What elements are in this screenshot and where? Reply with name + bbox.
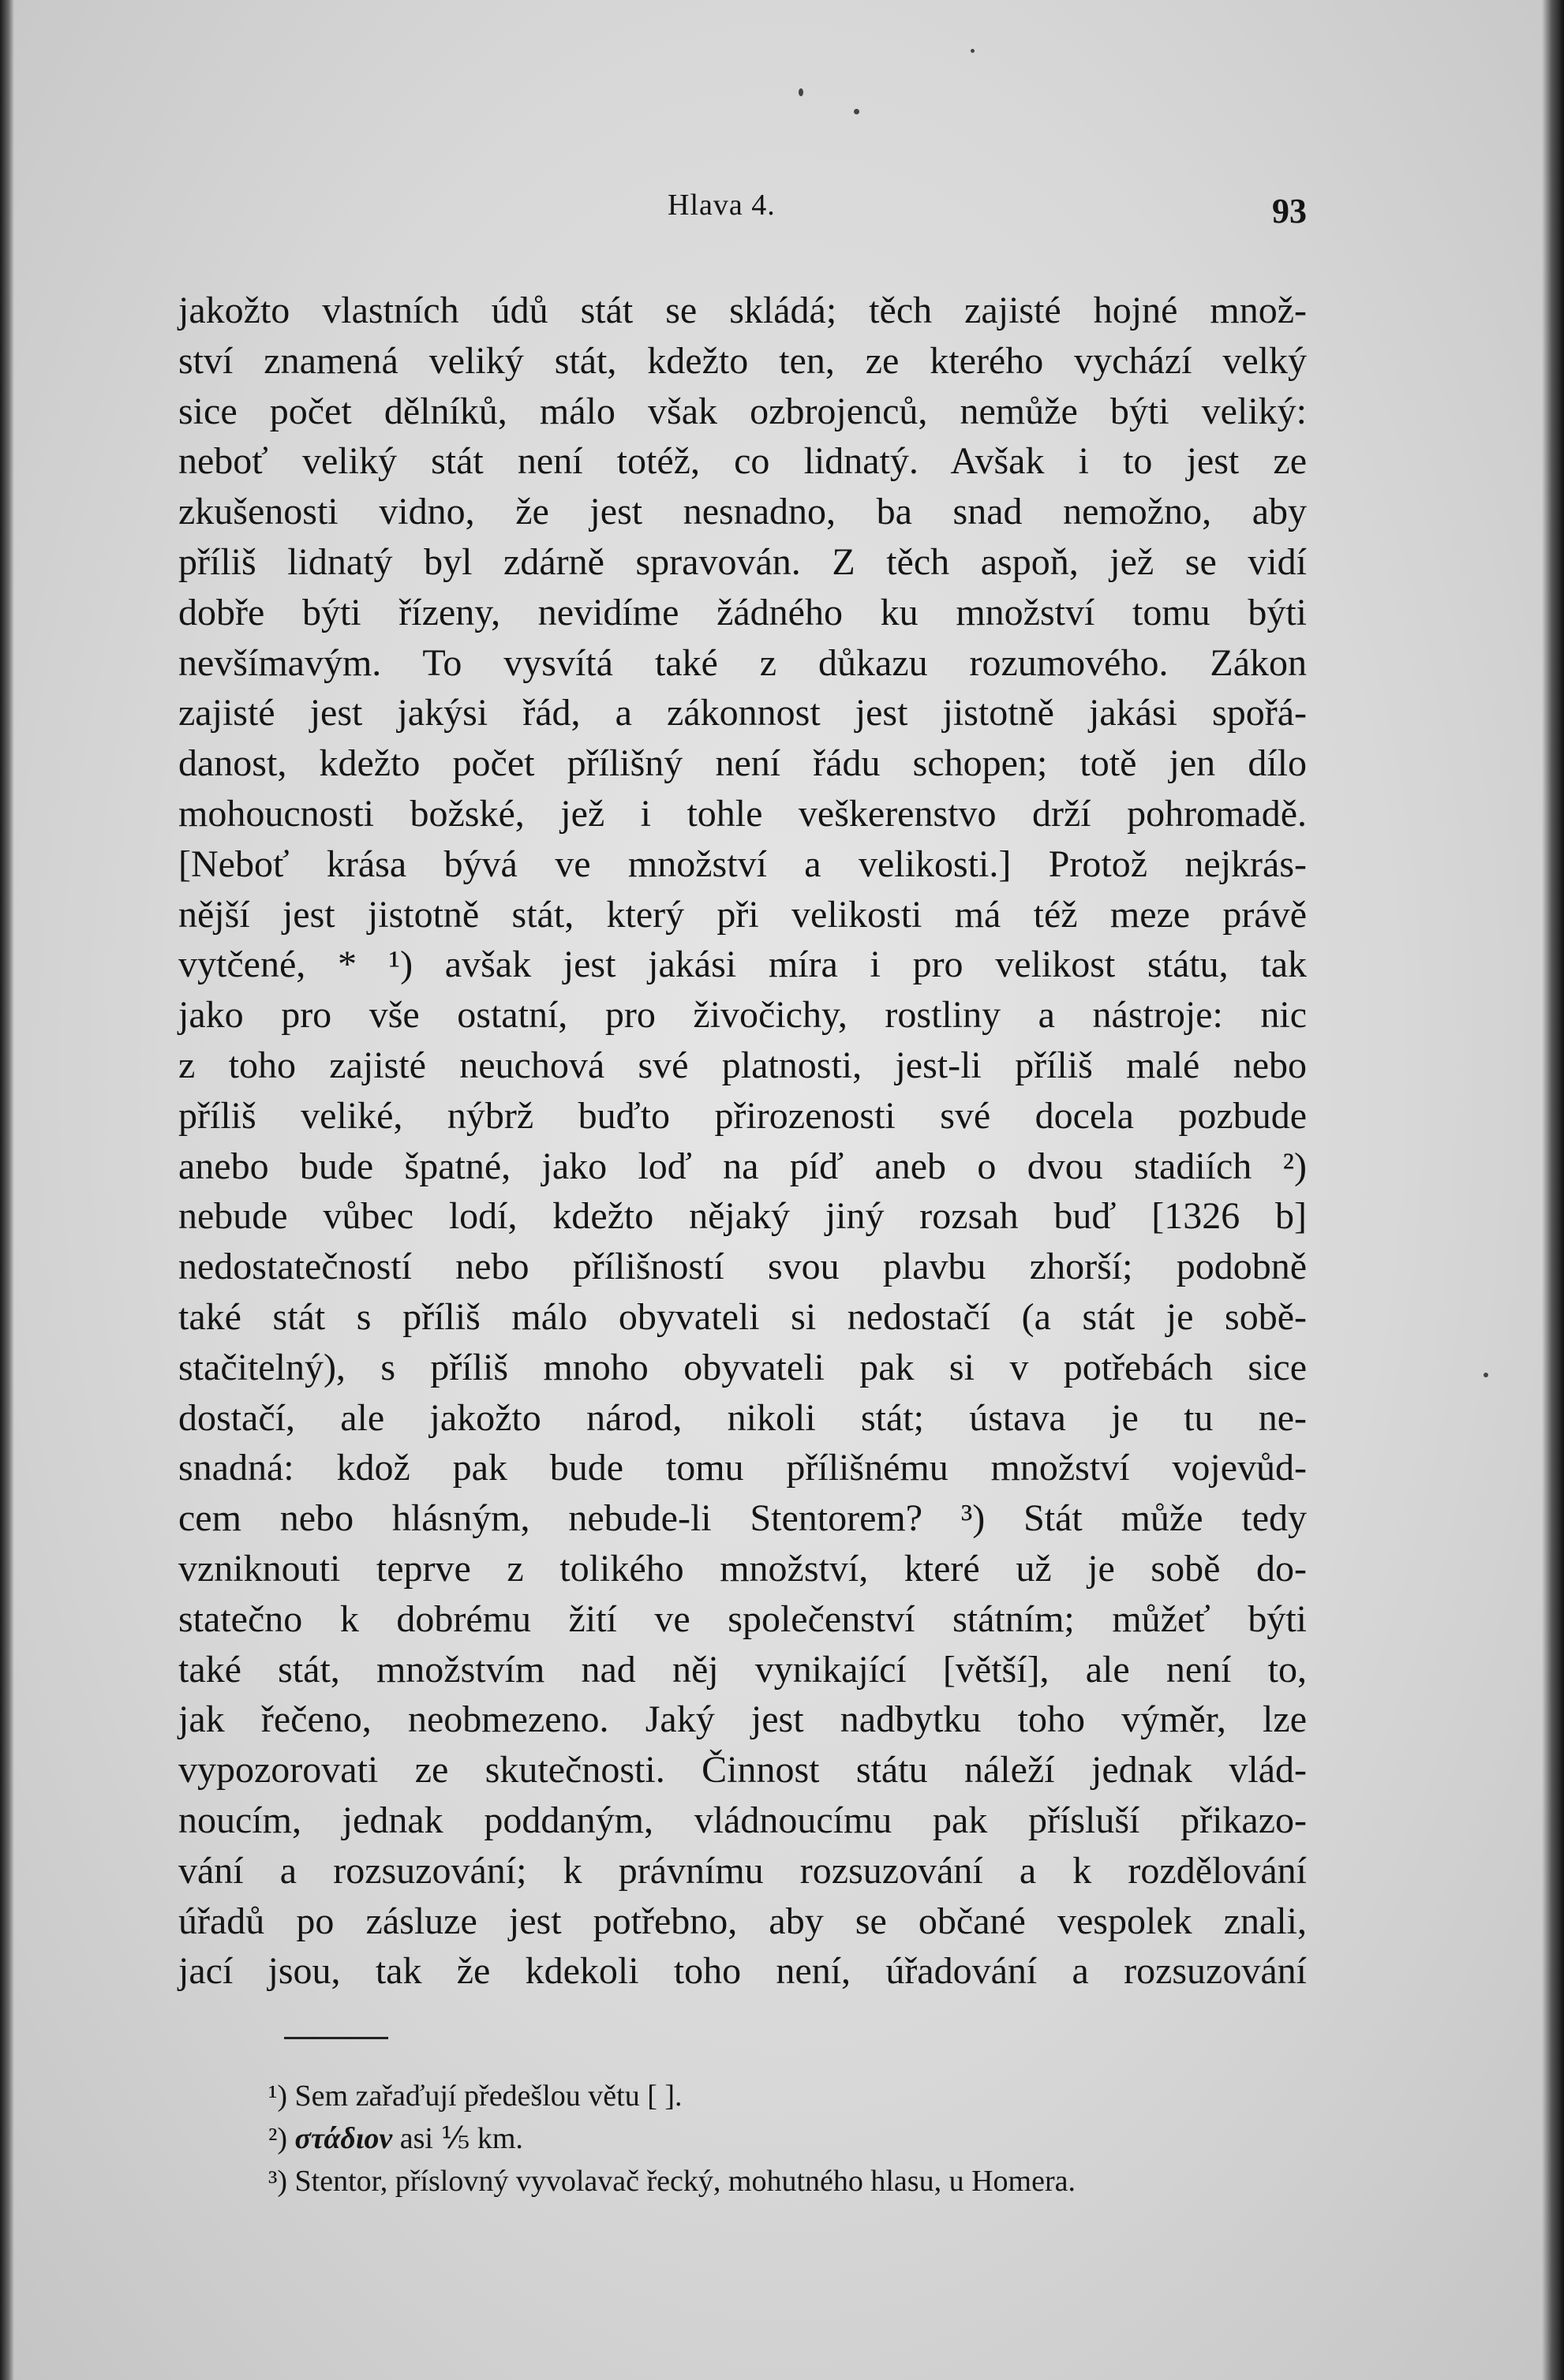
page-edge-left	[0, 0, 14, 2380]
speck	[1484, 1373, 1488, 1377]
running-header	[178, 188, 1307, 243]
text-line: úřadů po zásluze jest potřebno, aby se občané vespolek znali,	[178, 1900, 1307, 1942]
text-line: statečno k dobrému žití ve společenství státním; můžeť býti	[178, 1597, 1307, 1640]
page-number: 93	[1272, 192, 1307, 230]
text-line: vypozorovati ze skutečnosti. Činnost státu náleží jednak vlád-	[178, 1749, 1307, 1792]
text-line: nebude vůbec lodí, kdežto nějaký jiný rozsah buď [1326 b]	[178, 1195, 1307, 1238]
footnote-text: Stentor, příslovný vyvolavač řecký, mohutného hlasu, u Homera.	[294, 2165, 1076, 2198]
body-text	[178, 286, 1307, 1997]
text-line: noucím, jednak poddaným, vládnoucímu pak přísluší přikazo-	[178, 1799, 1307, 1841]
text-line: nevšímavým. To vysvítá také z důkazu rozumového. Zákon	[178, 641, 1307, 684]
footnote-mark: ³)	[268, 2165, 288, 2198]
footnote-3	[268, 2160, 1310, 2203]
text-line: z toho zajisté neuchová své platnosti, jest-li příliš malé nebo	[178, 1044, 1307, 1086]
text-line: neboť veliký stát není totéž, co lidnatý. Avšak i to jest ze	[178, 440, 1307, 483]
chapter-title: Hlava 4.	[668, 189, 776, 222]
text-line: příliš lidnatý byl zdárně spravován. Z těch aspoň, jež se vidí	[178, 540, 1307, 583]
footnote-text: asi ⅕ km.	[399, 2122, 523, 2155]
text-line: jak řečeno, neobmezeno. Jaký jest nadbytku toho výměr, lze	[178, 1698, 1307, 1741]
text-line: anebo bude špatné, jako loď na píď aneb o dvou stadiích ²)	[178, 1145, 1307, 1187]
text-line: sice počet dělníků, málo však ozbrojenců, nemůže býti veliký:	[178, 390, 1307, 432]
footnote-mark: ¹)	[268, 2079, 288, 2113]
speck	[799, 88, 803, 96]
text-line: zkušenosti vidno, že jest nesnadno, ba snad nemožno, aby	[178, 491, 1307, 533]
footnote-text: Sem zařaďují předešlou větu [ ].	[294, 2079, 683, 2113]
text-line: jako pro vše ostatní, pro živočichy, rostliny a nástroje: nic	[178, 994, 1307, 1037]
footnote-1	[268, 2075, 1310, 2117]
footnotes	[268, 2075, 1310, 2203]
footnote-rule	[284, 2037, 388, 2039]
text-line: snadná: kdož pak bude tomu přílišnému množství vojevůd-	[178, 1447, 1307, 1489]
text-line: danost, kdežto počet přílišný není řádu schopen; totě jen dílo	[178, 742, 1307, 785]
text-line: zajisté jest jakýsi řád, a zákonnost jest jistotně jakási spořá-	[178, 692, 1307, 734]
text-line: příliš veliké, nýbrž buďto přirozenosti své docela pozbude	[178, 1094, 1307, 1137]
text-line: dostačí, ale jakožto národ, nikoli stát; ústava je tu ne-	[178, 1396, 1307, 1439]
text-line: nedostatečností nebo přílišností svou plavbu zhorší; podobně	[178, 1246, 1307, 1288]
text-line: také stát, množstvím nad něj vynikající [větší], ale není to,	[178, 1648, 1307, 1691]
text-line: jací jsou, tak že kdekoli toho není, úřadování a rozsuzování	[178, 1950, 1307, 1993]
text-line: nější jest jistotně stát, který při velikosti má též meze právě	[178, 893, 1307, 936]
footnote-greek: στάδιον	[294, 2122, 393, 2155]
text-line: vání a rozsuzování; k právnímu rozsuzování a k rozdělování	[178, 1849, 1307, 1892]
text-line: jakožto vlastních údů stát se skládá; těch zajisté hojné množ-	[178, 290, 1307, 331]
text-line: stačitelný), s příliš mnoho obyvateli pak si v potřebách sice	[178, 1346, 1307, 1388]
footnote-2	[268, 2117, 1310, 2160]
speck	[971, 49, 975, 53]
text-line: vytčené, * ¹) avšak jest jakási míra i pro velikost státu, tak	[178, 943, 1307, 986]
text-line: dobře býti řízeny, nevidíme žádného ku množství tomu býti	[178, 591, 1307, 633]
text-line: ství znamená veliký stát, kdežto ten, ze kterého vychází velký	[178, 339, 1307, 382]
page-edge-right	[1542, 0, 1564, 2380]
text-line: vzniknouti teprve z tolikého množství, které už je sobě do-	[178, 1547, 1307, 1590]
speck	[854, 109, 859, 114]
text-line: mohoucnosti božské, jež i tohle veškerenstvo drží pohromadě.	[178, 792, 1307, 835]
footnote-mark: ²)	[268, 2122, 288, 2155]
text-line: cem nebo hlásným, nebude-li Stentorem? ³) Stát může tedy	[178, 1497, 1307, 1540]
text-line: také stát s příliš málo obyvateli si nedostačí (a stát je sobě-	[178, 1295, 1307, 1338]
text-line: [Neboť krása bývá ve množství a velikosti.] Protož nejkrás-	[178, 843, 1307, 885]
